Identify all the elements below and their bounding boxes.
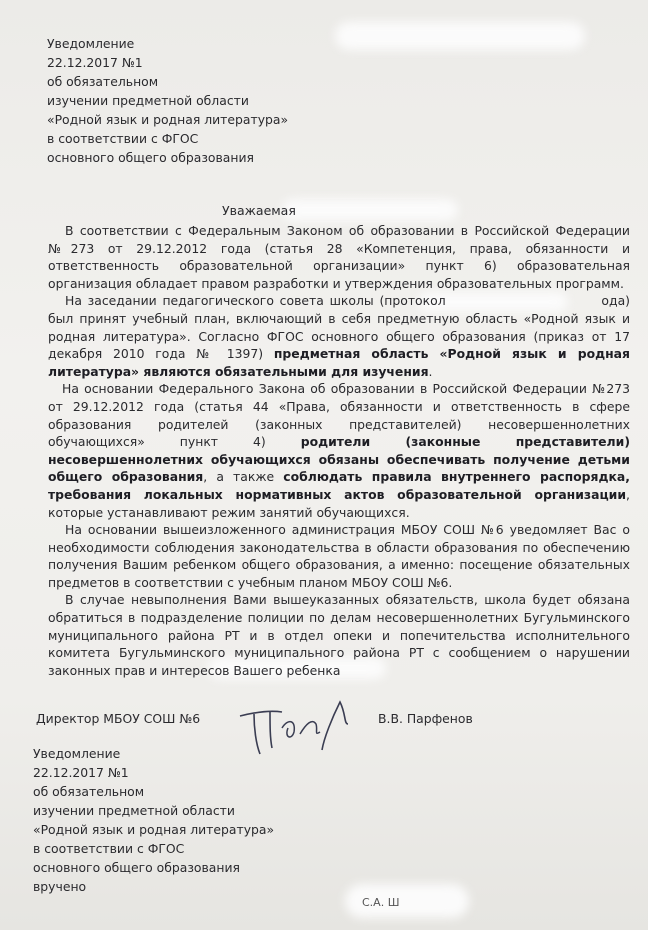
paragraph-curriculum: На заседании педагогического совета школы (протокол ода) был принят учебный план, включающий в себя предметную область «Родной язык и родная литература». Согласно ФГОС основного общего образования (приказ от 17 декабря 2010 года № 1397) предметная область «Родной язык и родная литература» являются обязательными для изучения. bbox=[48, 293, 630, 379]
footer-line: основного общего образования bbox=[33, 860, 240, 875]
footer-line: вручено bbox=[33, 879, 87, 894]
header-line: об обязательном bbox=[47, 74, 159, 89]
notice-header bbox=[47, 34, 288, 167]
header-line: «Родной язык и родная литература» bbox=[47, 112, 289, 127]
footer-line: 22.12.2017 №1 bbox=[33, 765, 129, 780]
header-line: изучении предметной области bbox=[47, 93, 249, 108]
director-name: В.В. Парфенов bbox=[378, 711, 473, 726]
footer-line: изучении предметной области bbox=[33, 803, 235, 818]
paragraph-parent-duties: На основании Федерального Закона об образовании в Российской Федерации №273 от 29.12.2012 года (статья 44 «Права, обязанности и ответственность в сфере образования родителей (законных представителей) несовершеннолетних обучающихся» пункт 4) родители (законные представители) несовершеннолетних обучающихся обязаны обеспечивать получение детьми общего образования, а также соблюдать правила внутреннего распорядка, требования локальных нормативных актов образовательной организации, которые устанавливают режим занятий обучающихся. bbox=[48, 381, 630, 520]
receipt-block bbox=[33, 744, 274, 896]
redacted-recipient bbox=[335, 22, 585, 50]
footer-line: об обязательном bbox=[33, 784, 145, 799]
header-line: в соответствии с ФГОС bbox=[47, 131, 199, 146]
footer-line: в соответствии с ФГОС bbox=[33, 841, 185, 856]
bold-obligation: предметная область «Родной язык и родная литература» являются обязательными для изучения bbox=[48, 346, 630, 379]
footer-line: «Родной язык и родная литература» bbox=[33, 822, 275, 837]
redacted-addressee-name bbox=[282, 199, 458, 221]
paragraph-consequences: В случае невыполнения Вами вышеуказанных обязательств, школа будет обязана обратиться в подразделение полиции по делам несовершеннолетних Бугульминского муниципального района РТ и в отдел опеки и попечительства исполнительного комитета Бугульминского муниципального района РТ с сообщением о нарушении законных прав и интересов Вашего ребенка bbox=[48, 592, 630, 678]
paragraph-notification: На основании вышеизложенного администрация МБОУ СОШ №6 уведомляет Вас о необходимости соблюдения законодательства в области образования по обеспечению получения Вашим ребенком общего образования, а именно: посещение обязательных предметов в соответствии с учебным планом МБОУ СОШ №6. bbox=[48, 522, 630, 590]
letter-body bbox=[48, 222, 630, 679]
footer-line: Уведомление bbox=[33, 746, 121, 761]
salutation: Уважаемая bbox=[222, 203, 296, 218]
header-line: Уведомление bbox=[47, 36, 135, 51]
header-line: основного общего образования bbox=[47, 150, 254, 165]
paragraph-legal-basis: В соответствии с Федеральным Законом об образовании в Российской Федерации №273 от 29.12.2012 года (статья 28 «Компетенция, права, обязанности и ответственность образовательной организации» пункт 6) образовательная организация обладает правом разработки и утверждения образовательных программ. bbox=[48, 223, 630, 291]
director-title: Директор МБОУ СОШ №6 bbox=[36, 711, 201, 726]
bold-rules: соблюдать правила внутреннего распорядка, требования локальных нормативных актов образовательной организации bbox=[48, 469, 630, 502]
recipient-partial-name: С.А. Ш bbox=[362, 896, 400, 909]
header-line: 22.12.2017 №1 bbox=[47, 55, 143, 70]
bold-parent-obligation: родители (законные представители) несовершеннолетних обучающихся обязаны обеспечивать получение детьми общего образования bbox=[48, 434, 630, 485]
